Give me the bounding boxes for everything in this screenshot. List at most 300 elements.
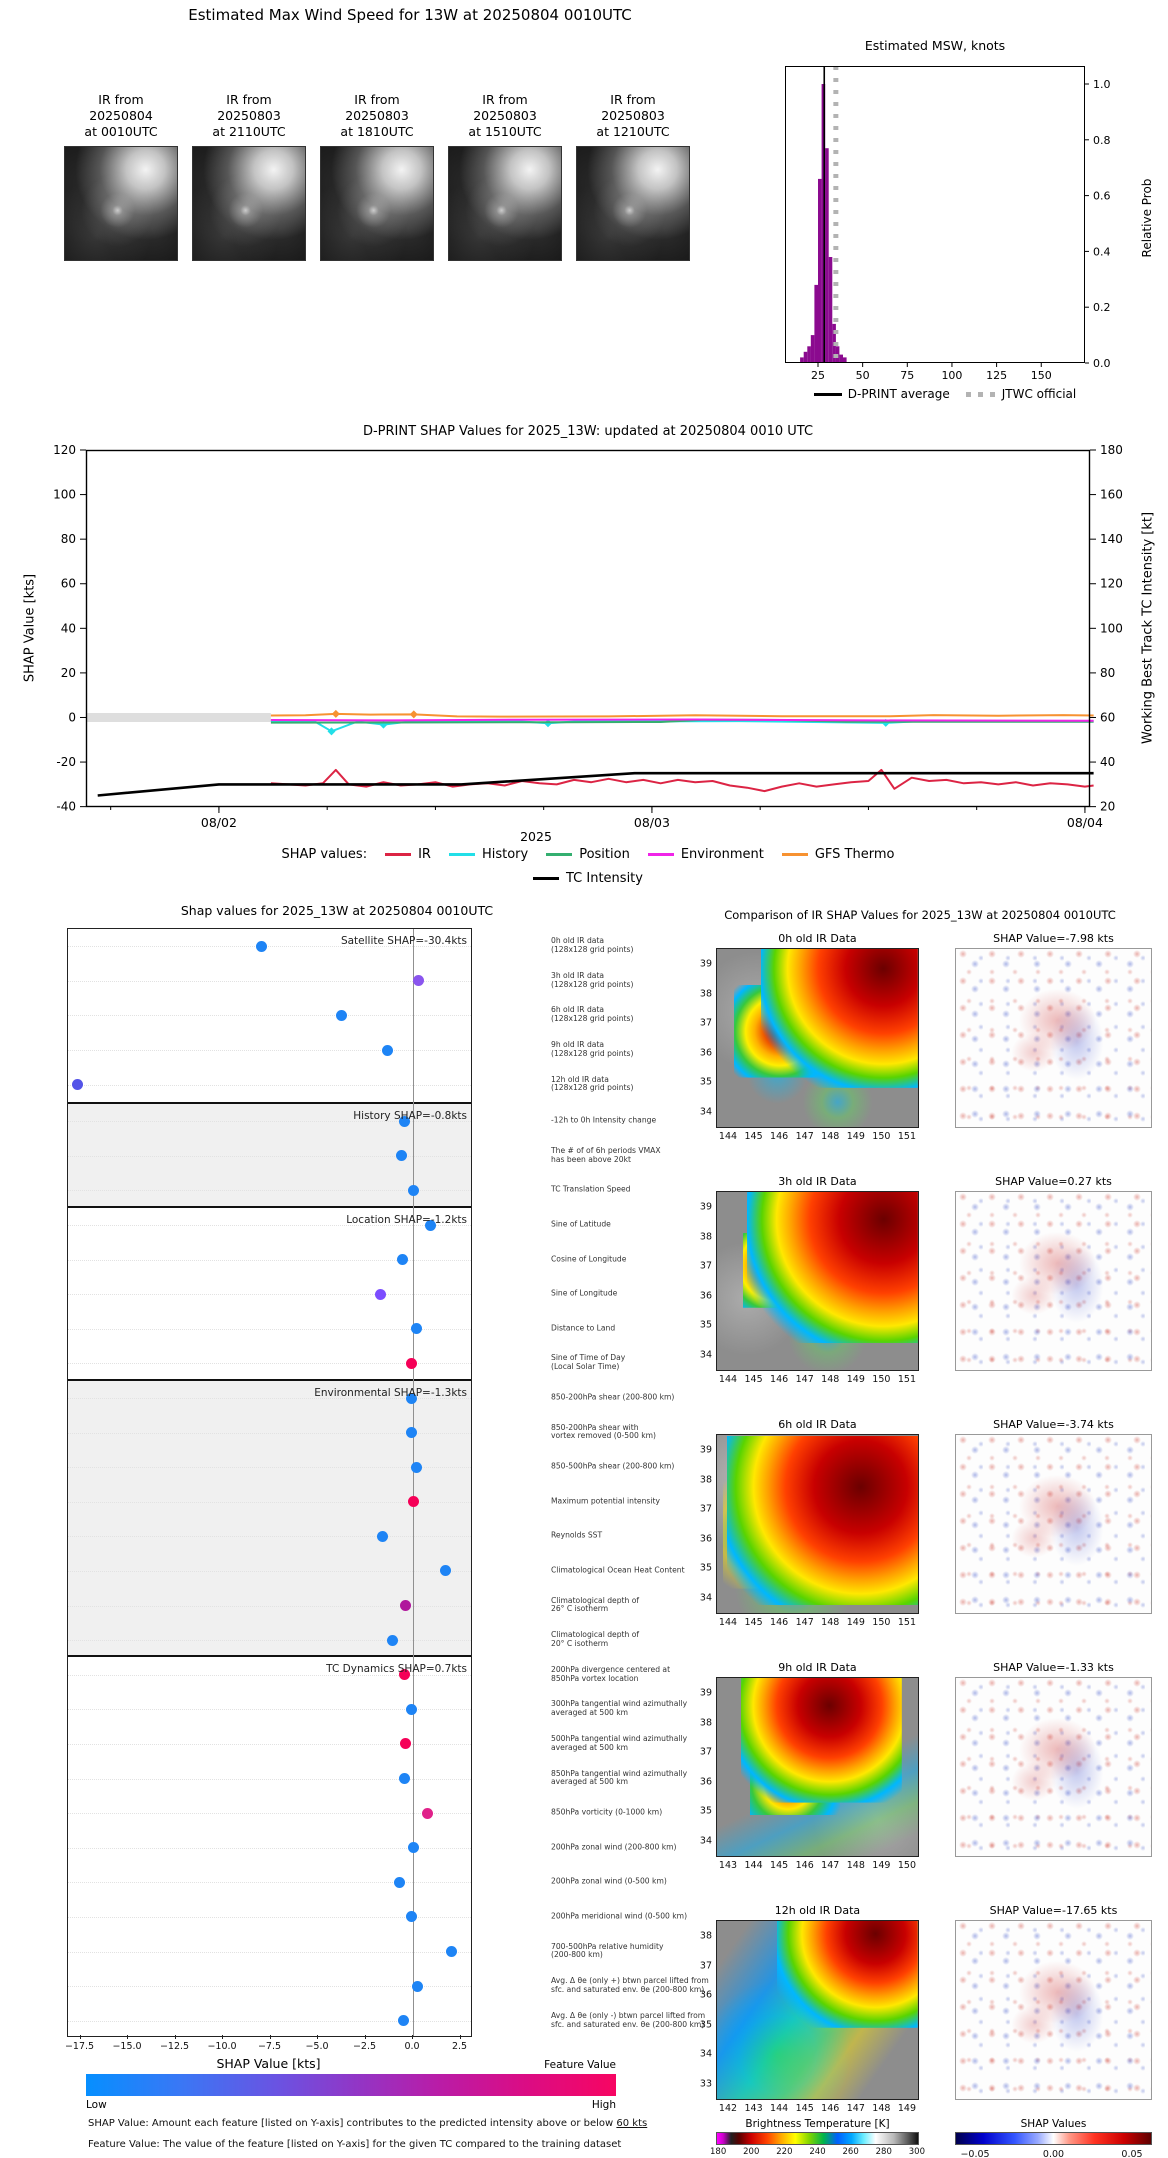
lat-tick-label: 34 bbox=[699, 1592, 712, 1604]
x-tick-label: 08/04 bbox=[1066, 815, 1103, 830]
histogram-bar bbox=[839, 355, 843, 363]
feature-dot bbox=[406, 1427, 417, 1438]
left-tick-label: 0 bbox=[68, 710, 76, 725]
brightness-temp-colorbar-ticks bbox=[710, 2147, 925, 2157]
lat-tick-label: 38 bbox=[699, 1231, 712, 1243]
shap-values-colorbar-label: SHAP Values bbox=[1020, 2118, 1087, 2130]
lon-tick-label: 144 bbox=[770, 2103, 789, 2114]
series-marker bbox=[410, 710, 418, 718]
histogram-bar bbox=[814, 285, 818, 363]
section-shap-label: Environmental SHAP=-1.3kts bbox=[314, 1386, 467, 1399]
bt-tick-label: 280 bbox=[875, 2147, 892, 2157]
lon-tick-label: 150 bbox=[872, 1374, 891, 1385]
lon-tick-label: 143 bbox=[744, 2103, 763, 2114]
lat-tick-label: 36 bbox=[699, 1290, 712, 1302]
legend-item-tc-intensity bbox=[533, 871, 643, 886]
dotplot-row bbox=[68, 1830, 677, 1865]
ir-data-map bbox=[716, 948, 919, 1128]
feature-dot bbox=[408, 1842, 419, 1853]
x-tick-label: −10.0 bbox=[207, 2041, 237, 2052]
feature-description bbox=[551, 1221, 611, 1230]
left-tick-label: 80 bbox=[60, 532, 76, 547]
lat-tick-label: 38 bbox=[699, 1930, 712, 1942]
lat-tick-label: 39 bbox=[699, 1687, 712, 1699]
ir-satellite-image bbox=[192, 146, 306, 261]
feature-dot bbox=[387, 1635, 398, 1646]
feature-description bbox=[551, 1117, 656, 1126]
feature-description-line: sfc. and saturated env. θe (200-800 km) bbox=[551, 2019, 705, 2029]
feature-description bbox=[551, 1255, 626, 1264]
feature-dot bbox=[411, 1323, 422, 1334]
dotplot-row bbox=[68, 1761, 688, 1796]
dotplot-row bbox=[68, 1242, 627, 1277]
colorbar-high-label: High bbox=[591, 2099, 616, 2111]
timeseries-legend-row2 bbox=[86, 871, 1090, 886]
line-swatch bbox=[782, 853, 808, 856]
legend-label: JTWC official bbox=[1001, 387, 1077, 401]
shap-value-map bbox=[955, 948, 1152, 1128]
bt-tick-label: 260 bbox=[842, 2147, 859, 2157]
left-tick-label: 120 bbox=[53, 443, 76, 457]
feature-description-line: (200-800 km) bbox=[551, 1950, 603, 1960]
lat-tick-label: 35 bbox=[699, 1805, 712, 1817]
shap-tick-label: −0.05 bbox=[960, 2149, 990, 2158]
lat-tick-label: 38 bbox=[699, 1717, 712, 1729]
feature-dot bbox=[400, 1600, 411, 1611]
x-tick-label: 100 bbox=[941, 369, 963, 382]
lat-tick-label: 35 bbox=[699, 1562, 712, 1574]
y-tick-label: 0.0 bbox=[1093, 357, 1111, 370]
shap-map-title: SHAP Value=-1.33 kts bbox=[993, 1661, 1114, 1674]
lon-tick-label: 147 bbox=[821, 1860, 840, 1871]
lon-tick-label: 149 bbox=[897, 2103, 916, 2114]
lat-tick-label: 36 bbox=[699, 1989, 712, 2001]
legend-label: GFS Thermo bbox=[814, 847, 895, 862]
feature-dot bbox=[422, 1808, 433, 1819]
lon-tick-label: 151 bbox=[897, 1374, 916, 1385]
feature-description-line: has been above 20kt bbox=[551, 1154, 631, 1164]
footnote-underlined: 60 kts bbox=[616, 2118, 648, 2129]
feature-description bbox=[551, 1424, 656, 1442]
feature-description-line: Sine of Latitude bbox=[551, 1219, 611, 1229]
lon-tick-label: 148 bbox=[821, 1374, 840, 1385]
feature-description-line: sfc. and saturated env. θe (200-800 km) bbox=[551, 1985, 705, 1995]
lat-tick-label: 38 bbox=[699, 988, 712, 1000]
lat-tick-label: 37 bbox=[699, 1503, 712, 1515]
bt-tick-label: 200 bbox=[743, 2147, 760, 2157]
ir-thumbnail-caption bbox=[448, 92, 562, 140]
feature-description-line: vortex removed (0-500 km) bbox=[551, 1431, 656, 1441]
feature-description bbox=[551, 1394, 674, 1403]
lon-tick-label: 151 bbox=[897, 1131, 916, 1142]
ir-satellite-image bbox=[448, 146, 562, 261]
dotted-line-swatch bbox=[966, 392, 996, 397]
ir-thumbnail-caption-line: IR from bbox=[354, 92, 400, 107]
left-tick-label: -40 bbox=[56, 799, 76, 814]
ir-map-title: 6h old IR Data bbox=[778, 1418, 857, 1431]
histogram-title: Estimated MSW, knots bbox=[864, 38, 1006, 53]
feature-description-line: 850-200hPa shear (200-800 km) bbox=[551, 1392, 675, 1402]
lon-tick-label: 150 bbox=[872, 1131, 891, 1142]
section-shap-label: TC Dynamics SHAP=0.7kts bbox=[326, 1663, 467, 1676]
feature-description bbox=[551, 1007, 633, 1025]
comparison-title: Comparison of IR SHAP Values for 2025_13W at 20250804 0010UTC bbox=[724, 908, 1116, 922]
lon-tick-label: 150 bbox=[897, 1860, 916, 1871]
right-tick-label: 160 bbox=[1100, 487, 1123, 502]
feature-description-line: 200hPa zonal wind (200-800 km) bbox=[551, 1842, 677, 1852]
shap-value-map bbox=[955, 1191, 1152, 1371]
dotplot-x-axis bbox=[64, 2035, 470, 2057]
section-shap-label: History SHAP=-0.8kts bbox=[353, 1109, 467, 1122]
right-tick-label: 80 bbox=[1100, 665, 1116, 680]
dotplot-row bbox=[68, 1277, 618, 1312]
lon-tick-labels bbox=[716, 1374, 919, 1385]
lat-tick-label: 36 bbox=[699, 1533, 712, 1545]
dotplot-row bbox=[68, 1312, 616, 1347]
feature-dot bbox=[382, 1045, 393, 1056]
left-tick-label: 60 bbox=[60, 576, 76, 591]
shap-value-map bbox=[955, 1920, 1152, 2100]
lon-tick-label: 145 bbox=[795, 2103, 814, 2114]
y-tick-label: 0.6 bbox=[1093, 189, 1111, 203]
feature-description bbox=[551, 1497, 660, 1506]
dotplot-row bbox=[68, 1554, 685, 1589]
right-tick-label: 140 bbox=[1100, 532, 1123, 547]
feature-description-line: Climatological depth of bbox=[551, 1630, 640, 1640]
feature-description-line: Avg. Δ θe (only -) btwn parcel lifted from bbox=[551, 2010, 706, 2020]
feature-description-line: Distance to Land bbox=[551, 1323, 616, 1333]
x-tick-label: −5.0 bbox=[305, 2041, 329, 2052]
x-tick-label: −17.5 bbox=[64, 2041, 95, 2052]
dotplot-row bbox=[68, 1067, 634, 1102]
dotplot-x-axis-label: SHAP Value [kts] bbox=[216, 2056, 321, 2071]
shap-tick-label: 0.05 bbox=[1121, 2149, 1143, 2158]
histogram-bar bbox=[818, 179, 822, 363]
row-guide-line bbox=[68, 1952, 471, 1953]
lon-tick-label: 146 bbox=[770, 1374, 789, 1385]
lon-tick-label: 143 bbox=[718, 1860, 738, 1871]
lat-tick-label: 35 bbox=[699, 1319, 712, 1331]
x-axis-year-label: 2025 bbox=[520, 829, 552, 842]
feature-description-line: 26° C isotherm bbox=[551, 1604, 609, 1614]
row-guide-line bbox=[68, 1813, 471, 1814]
feature-dot bbox=[336, 1010, 347, 1021]
histogram-bar bbox=[804, 352, 808, 363]
timeseries-axes-box bbox=[87, 451, 1090, 807]
ir-thumbnail-caption-line: 20250803 bbox=[345, 108, 409, 123]
feature-dot bbox=[377, 1531, 388, 1542]
feature-dot bbox=[375, 1289, 386, 1300]
ir-thumbnail-caption bbox=[192, 92, 306, 140]
lat-tick-label: 38 bbox=[699, 1474, 712, 1486]
lat-tick-label: 37 bbox=[699, 1260, 712, 1272]
ir-thumbnail-caption-line: IR from bbox=[98, 92, 144, 107]
legend-title: SHAP values: bbox=[281, 847, 368, 862]
shap-map-title: SHAP Value=-17.65 kts bbox=[989, 1904, 1118, 1917]
row-guide-line bbox=[68, 1986, 471, 1987]
timeseries-legend-row1 bbox=[86, 847, 1090, 862]
row-guide-line bbox=[68, 1085, 471, 1086]
feature-description-line: (128x128 grid points) bbox=[551, 979, 634, 989]
feature-description-line: 850hPa vortex location bbox=[551, 1673, 639, 1683]
line-swatch bbox=[385, 853, 411, 856]
ir-data-map bbox=[716, 1920, 919, 2100]
ir-thumbnail bbox=[320, 92, 434, 261]
dotplot-row bbox=[68, 1796, 663, 1831]
feature-dot bbox=[446, 1946, 457, 1957]
legend-label: Position bbox=[579, 847, 630, 862]
ir-map-title: 0h old IR Data bbox=[778, 932, 857, 945]
feature-description bbox=[551, 1735, 687, 1753]
dotplot-row bbox=[68, 1346, 626, 1381]
feature-dot bbox=[408, 1185, 419, 1196]
lon-tick-label: 149 bbox=[872, 1860, 891, 1871]
right-tick-label: 180 bbox=[1100, 443, 1123, 457]
x-tick-label: 0.0 bbox=[404, 2041, 420, 2052]
ir-data-map bbox=[716, 1434, 919, 1614]
solid-line-swatch bbox=[814, 393, 842, 396]
left-tick-label: 20 bbox=[60, 665, 76, 680]
footnote-text: SHAP Value: Amount each feature [listed on Y-axis] contributes to the predicted intensity above or below bbox=[88, 2118, 617, 2129]
row-guide-line bbox=[68, 1260, 471, 1261]
ir-thumbnail-caption-line: at 2110UTC bbox=[212, 124, 286, 139]
lon-tick-label: 150 bbox=[872, 1617, 891, 1628]
lon-tick-label: 145 bbox=[770, 1860, 789, 1871]
feature-dot bbox=[72, 1079, 83, 1090]
msw-histogram bbox=[785, 58, 1168, 383]
lon-tick-label: 148 bbox=[846, 1860, 865, 1871]
lat-tick-label: 39 bbox=[699, 1444, 712, 1456]
line-swatch bbox=[449, 853, 475, 856]
legend-label: History bbox=[481, 847, 529, 862]
ir-satellite-image bbox=[576, 146, 690, 261]
ir-thumbnail bbox=[576, 92, 690, 261]
brightness-temp-colorbar-label: Brightness Temperature [K] bbox=[745, 2118, 890, 2130]
x-tick-label: 125 bbox=[986, 369, 1008, 382]
row-guide-line bbox=[68, 981, 471, 982]
feature-description bbox=[551, 972, 633, 990]
lon-tick-label: 151 bbox=[897, 1617, 916, 1628]
line-swatch bbox=[533, 877, 559, 880]
feature-description bbox=[551, 1597, 639, 1615]
lon-tick-label: 144 bbox=[718, 1131, 738, 1142]
lat-tick-label: 35 bbox=[699, 1076, 712, 1088]
x-tick-label: −15.0 bbox=[112, 2041, 142, 2052]
ir-convection-blobs bbox=[717, 1678, 918, 1856]
x-tick-label: 50 bbox=[855, 369, 870, 382]
ir-thumbnail bbox=[448, 92, 562, 261]
feature-description-line: 200hPa divergence centered at bbox=[551, 1664, 671, 1674]
legend-item-ir bbox=[385, 847, 431, 862]
feature-description-line: Sine of Time of Day bbox=[551, 1353, 626, 1363]
feature-description bbox=[551, 1913, 687, 1922]
row-guide-line bbox=[68, 1156, 471, 1157]
feature-description-line: Climatological Ocean Heat Content bbox=[551, 1565, 685, 1575]
feature-description-line: (Local Solar Time) bbox=[551, 1362, 620, 1372]
feature-value-colorbar bbox=[86, 2074, 616, 2096]
feature-description-line: 850-200hPa shear with bbox=[551, 1422, 639, 1432]
shap-map-title: SHAP Value=0.27 kts bbox=[995, 1175, 1112, 1188]
dotplot-title: Shap values for 2025_13W at 20250804 0010UTC bbox=[180, 903, 494, 918]
lon-tick-label: 149 bbox=[846, 1374, 865, 1385]
feature-description bbox=[551, 1463, 674, 1472]
feature-description-line: 12h old IR data bbox=[551, 1074, 609, 1084]
lon-tick-label: 144 bbox=[744, 1860, 763, 1871]
feature-description bbox=[551, 1041, 633, 1059]
y-tick-label: 0.8 bbox=[1093, 133, 1111, 147]
lon-tick-label: 145 bbox=[744, 1374, 763, 1385]
shap-map-title: SHAP Value=-3.74 kts bbox=[993, 1418, 1114, 1431]
shap-timeseries-plot bbox=[36, 442, 1156, 842]
row-guide-line bbox=[68, 1294, 471, 1295]
feature-description-line: averaged at 500 km bbox=[551, 1708, 629, 1718]
row-guide-line bbox=[68, 1640, 471, 1641]
feature-dot bbox=[411, 1462, 422, 1473]
feature-description bbox=[551, 1977, 709, 1995]
dotplot-row bbox=[68, 964, 634, 999]
feature-description bbox=[551, 1701, 687, 1719]
row-guide-line bbox=[68, 1536, 471, 1537]
lat-tick-label: 34 bbox=[699, 2048, 712, 2060]
lon-tick-label: 147 bbox=[795, 1617, 814, 1628]
dotplot-row bbox=[68, 1033, 634, 1068]
lon-tick-label: 147 bbox=[795, 1131, 814, 1142]
lon-tick-label: 142 bbox=[718, 2103, 738, 2114]
zero-value-line bbox=[413, 929, 414, 2036]
ir-thumbnail bbox=[192, 92, 306, 261]
x-tick-label: 08/02 bbox=[200, 815, 237, 830]
x-tick-label: 75 bbox=[900, 369, 915, 382]
lon-tick-labels bbox=[716, 1131, 919, 1142]
row-guide-line bbox=[68, 1571, 471, 1572]
feature-description bbox=[551, 1666, 670, 1684]
feature-dot bbox=[406, 1704, 417, 1715]
feature-description bbox=[551, 1770, 687, 1788]
feature-description bbox=[551, 1878, 667, 1887]
section-shap-label: Location SHAP=-1.2kts bbox=[346, 1213, 467, 1226]
footnote-feature-value: Feature Value: The value of the feature [listed on Y-axis] for the given TC compared to the training dataset bbox=[88, 2139, 622, 2150]
feature-description bbox=[551, 1943, 663, 1961]
feature-description-line: Climatological depth of bbox=[551, 1595, 640, 1605]
feature-description-line: 3h old IR data bbox=[551, 971, 605, 981]
feature-description bbox=[551, 1809, 662, 1818]
dotplot-section bbox=[68, 1379, 685, 1656]
ir-convection-blobs bbox=[717, 1192, 918, 1370]
lon-tick-label: 144 bbox=[718, 1374, 738, 1385]
feature-dot bbox=[440, 1565, 451, 1576]
row-guide-line bbox=[68, 1779, 471, 1780]
row-guide-line bbox=[68, 1882, 471, 1883]
dotplot-row bbox=[68, 1900, 688, 1935]
histogram-bar bbox=[829, 257, 833, 363]
feature-dot bbox=[399, 1773, 410, 1784]
feature-dot bbox=[398, 2015, 409, 2026]
dotplot-row bbox=[68, 1415, 656, 1450]
ir-thumbnail-caption-line: 20250804 bbox=[89, 108, 153, 123]
ir-convection-blobs bbox=[717, 1921, 918, 2099]
feature-description bbox=[551, 2012, 705, 2030]
lat-tick-label: 37 bbox=[699, 1960, 712, 1972]
dotplot-row bbox=[68, 998, 634, 1033]
histogram-ylabel: Relative Prob bbox=[1140, 178, 1154, 258]
feature-value-colorbar-label: Feature Value bbox=[544, 2059, 616, 2071]
ir-satellite-image bbox=[64, 146, 178, 261]
feature-dot bbox=[406, 1358, 417, 1369]
feature-dot bbox=[397, 1254, 408, 1265]
y-tick-label: 0.2 bbox=[1093, 301, 1111, 315]
lat-tick-label: 34 bbox=[699, 1106, 712, 1118]
timeseries-left-axis-label: SHAP Value [kts] bbox=[22, 573, 38, 683]
bt-tick-label: 240 bbox=[809, 2147, 826, 2157]
x-tick-label: −7.5 bbox=[257, 2041, 282, 2052]
x-tick-label: 2.5 bbox=[451, 2041, 468, 2052]
feature-description-line: Reynolds SST bbox=[551, 1530, 603, 1540]
ir-thumbnail-caption-line: IR from bbox=[482, 92, 528, 107]
feature-description bbox=[551, 1290, 617, 1299]
lat-tick-label: 36 bbox=[699, 1776, 712, 1788]
ir-data-map bbox=[716, 1191, 919, 1371]
feature-dot bbox=[408, 1496, 419, 1507]
feature-description bbox=[551, 1186, 631, 1195]
lon-tick-label: 149 bbox=[846, 1131, 865, 1142]
section-shap-label: Satellite SHAP=-30.4kts bbox=[340, 935, 467, 947]
histogram-legend bbox=[735, 387, 1155, 401]
row-guide-line bbox=[68, 2021, 471, 2022]
bt-tick-label: 300 bbox=[908, 2147, 925, 2157]
lon-tick-label: 146 bbox=[795, 1860, 814, 1871]
right-tick-label: 20 bbox=[1100, 799, 1116, 814]
x-tick-label: 150 bbox=[1030, 369, 1052, 382]
x-tick bbox=[317, 2035, 318, 2039]
timeseries-right-axis-label: Working Best Track TC Intensity [kt] bbox=[1140, 511, 1156, 745]
y-tick-label: 0.4 bbox=[1093, 245, 1111, 259]
lat-tick-label: 36 bbox=[699, 1047, 712, 1059]
feature-description-line: -12h to 0h Intensity change bbox=[551, 1115, 657, 1125]
ir-map-title: 3h old IR Data bbox=[778, 1175, 857, 1188]
dotplot-section bbox=[68, 929, 634, 1102]
dotplot-row bbox=[68, 1173, 631, 1208]
brightness-temp-colorbar bbox=[716, 2132, 919, 2145]
ir-thumbnail-caption bbox=[320, 92, 434, 140]
feature-description-line: 0h old IR data bbox=[551, 936, 605, 946]
right-tick-label: 60 bbox=[1100, 710, 1116, 725]
feature-description-line: 20° C isotherm bbox=[551, 1639, 609, 1649]
lon-tick-label: 147 bbox=[795, 1374, 814, 1385]
zero-reference-band bbox=[86, 713, 271, 722]
timeseries-title: D-PRINT SHAP Values for 2025_13W: updated at 20250804 0010 UTC bbox=[362, 424, 814, 439]
feature-description-line: (128x128 grid points) bbox=[551, 1049, 634, 1059]
dotplot-row bbox=[68, 1588, 640, 1623]
dotplot-row bbox=[68, 1450, 675, 1485]
dotplot-row bbox=[68, 1727, 688, 1762]
lon-tick-label: 148 bbox=[821, 1131, 840, 1142]
y-tick-label: 1.0 bbox=[1093, 78, 1111, 91]
lat-tick-label: 35 bbox=[699, 2019, 712, 2031]
ir-thumbnail-caption-line: 20250803 bbox=[217, 108, 281, 123]
left-tick-label: 40 bbox=[60, 621, 76, 636]
lon-tick-label: 146 bbox=[770, 1617, 789, 1628]
x-tick bbox=[365, 2035, 366, 2039]
left-tick-label: -20 bbox=[56, 755, 76, 770]
shap-values-colorbar-ticks bbox=[955, 2149, 1152, 2158]
left-tick-label: 100 bbox=[53, 487, 76, 502]
ir-thumbnail-caption-line: at 1510UTC bbox=[468, 124, 542, 139]
lon-tick-labels bbox=[716, 1860, 919, 1871]
feature-description-line: 500hPa tangential wind azimuthally bbox=[551, 1734, 688, 1744]
series-marker bbox=[332, 710, 340, 718]
lat-tick-label: 34 bbox=[699, 1349, 712, 1361]
ir-convection-blobs bbox=[717, 1435, 918, 1613]
